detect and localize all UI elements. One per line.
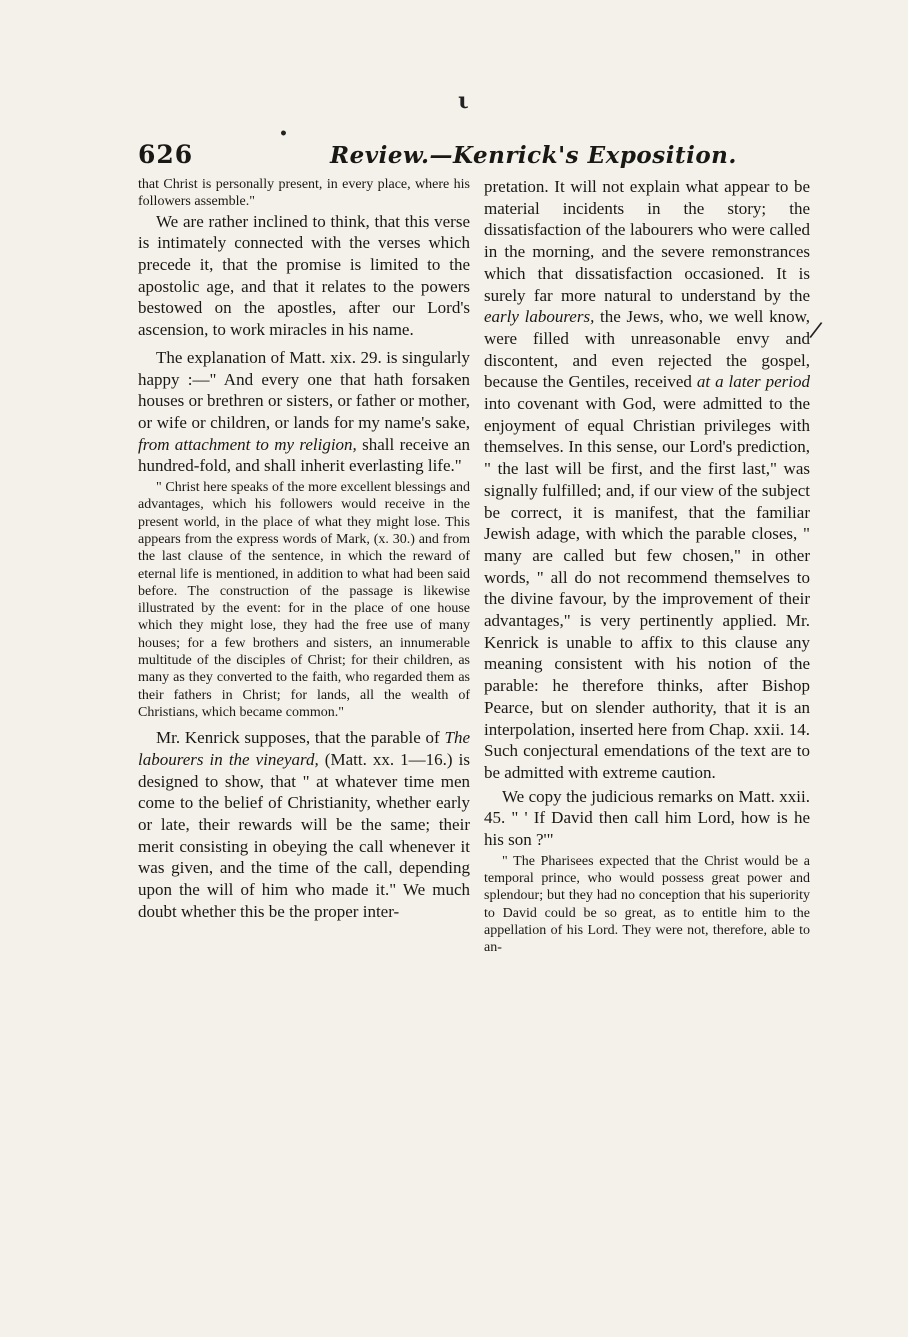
left-paragraph-2-italic: from attachment to my religion, bbox=[138, 434, 357, 454]
ink-mark-top: ι bbox=[458, 88, 469, 114]
running-title: Review.—Kenrick's Exposition. bbox=[330, 142, 737, 169]
ink-dot: • bbox=[279, 126, 288, 142]
right-paragraph-1-text-a: pretation. It will not explain what appear to be material incidents in the story; the dissatisfaction of the labourers who were called in the morning, and the severe remonstrances which that dissatisfaction occasioned. It is surely far more natural to understand by the bbox=[484, 177, 810, 305]
right-paragraph-1-text-c: into covenant with God, were admitted to the enjoyment of equal Christian privileges with themselves. In this sense, our Lord's prediction, " the last will be first, and the first last," was signally fulfilled; and, if our view of the subject be correct, it is manifest, that the familiar Jewish adage, with which the parable closes, " many are called but few chosen," in other words, " all do not recommend themselves to the divine favour, by the improvement of their advantages," is very pertinently applied. Mr. Kenrick is unable to affix to this clause any meaning consistent with his notion of the parable: he therefore thinks, after Bishop Pearce, but on slender authority, that it is an interpolation, inserted here from Chap. xxii. 14. Such conjectural emendations of the text are to be admitted with extreme caution. bbox=[484, 394, 810, 782]
left-paragraph-3-text-a: Mr. Kenrick supposes, that the parable of bbox=[156, 728, 445, 748]
left-paragraph-2-text-a: The explanation of Matt. xix. 29. is singularly happy :—" And every one that hath forsaken houses or brethren or sisters, or father or mother, or wife or children, or lands for my name's sake, bbox=[138, 347, 470, 432]
left-paragraph-2-text-b: shall receive an hundred-fold, and shall inherit everlasting life." bbox=[138, 434, 470, 476]
left-paragraph-3-italic: The labourers in the vineyard, bbox=[138, 728, 470, 769]
right-paragraph-1-italic-2: at a later period bbox=[696, 372, 810, 392]
left-paragraph-1: We are rather inclined to think, that this verse is intimately connected with the verses which precede it, that the promise is limited to the apostolic age, and that it relates to the powers bestowed on the apostles, after our Lord's ascension, to work miracles in his name. bbox=[138, 211, 470, 340]
left-paragraph-3-text-b: (Matt. xx. 1—16.) is designed to show, that " at whatever time men come to the belief of Christianity, whether early or late, their rewards will be the same; their merit consisting in obeying the call whenever it was given, and the time of the call, depending upon the will of him who made it." We much doubt whether this be the proper inter- bbox=[138, 749, 470, 921]
right-paragraph-1-italic-1: early labourers, bbox=[484, 307, 595, 327]
right-paragraph-1 bbox=[484, 176, 810, 784]
right-column bbox=[484, 176, 810, 957]
left-column bbox=[138, 176, 470, 923]
page-number: 626 bbox=[138, 140, 194, 169]
margin-ink-mark: / bbox=[807, 317, 824, 344]
right-paragraph-1-text-b: the Jews, who, we well know, were filled with unreasonable envy and discontent, and even rejected the gospel, because the Gentiles, received bbox=[484, 307, 810, 392]
left-paragraph-3 bbox=[138, 727, 470, 922]
left-block-quote: " Christ here speaks of the more excellent blessings and advantages, which his followers would receive in the present world, in the place of what they might lose. This appears from the express words of Mark, (x. 30.) and from the last clause of the sentence, in which the reward of eternal life is mentioned, in addition to what had been said before. The construction of the passage is likewise illustrated by the event: for in the place of one house which they might lose, they had the free use of many houses; for a few brothers and sisters, an innumerable multitude of the disciples of Christ; for their children, as many as they converted to the faith, who regarded them as their fathers in Christ; for lands, all the wealth of Christians, which became common." bbox=[138, 480, 470, 720]
right-paragraph-2: We copy the judicious remarks on Matt. xxii. 45. " ' If David then call him Lord, how is he his son ?'" bbox=[484, 786, 810, 850]
page-header bbox=[130, 138, 870, 172]
left-quote-continuation: that Christ is personally present, in every place, where his followers assemble." bbox=[138, 177, 470, 210]
left-paragraph-2 bbox=[138, 347, 470, 477]
right-block-quote: " The Pharisees expected that the Christ would be a temporal prince, who would possess great power and splendour; but they had no conception that his superiority to David could be so great, as to entitle him to the appellation of his Lord. They were not, therefore, able to an- bbox=[484, 853, 810, 956]
